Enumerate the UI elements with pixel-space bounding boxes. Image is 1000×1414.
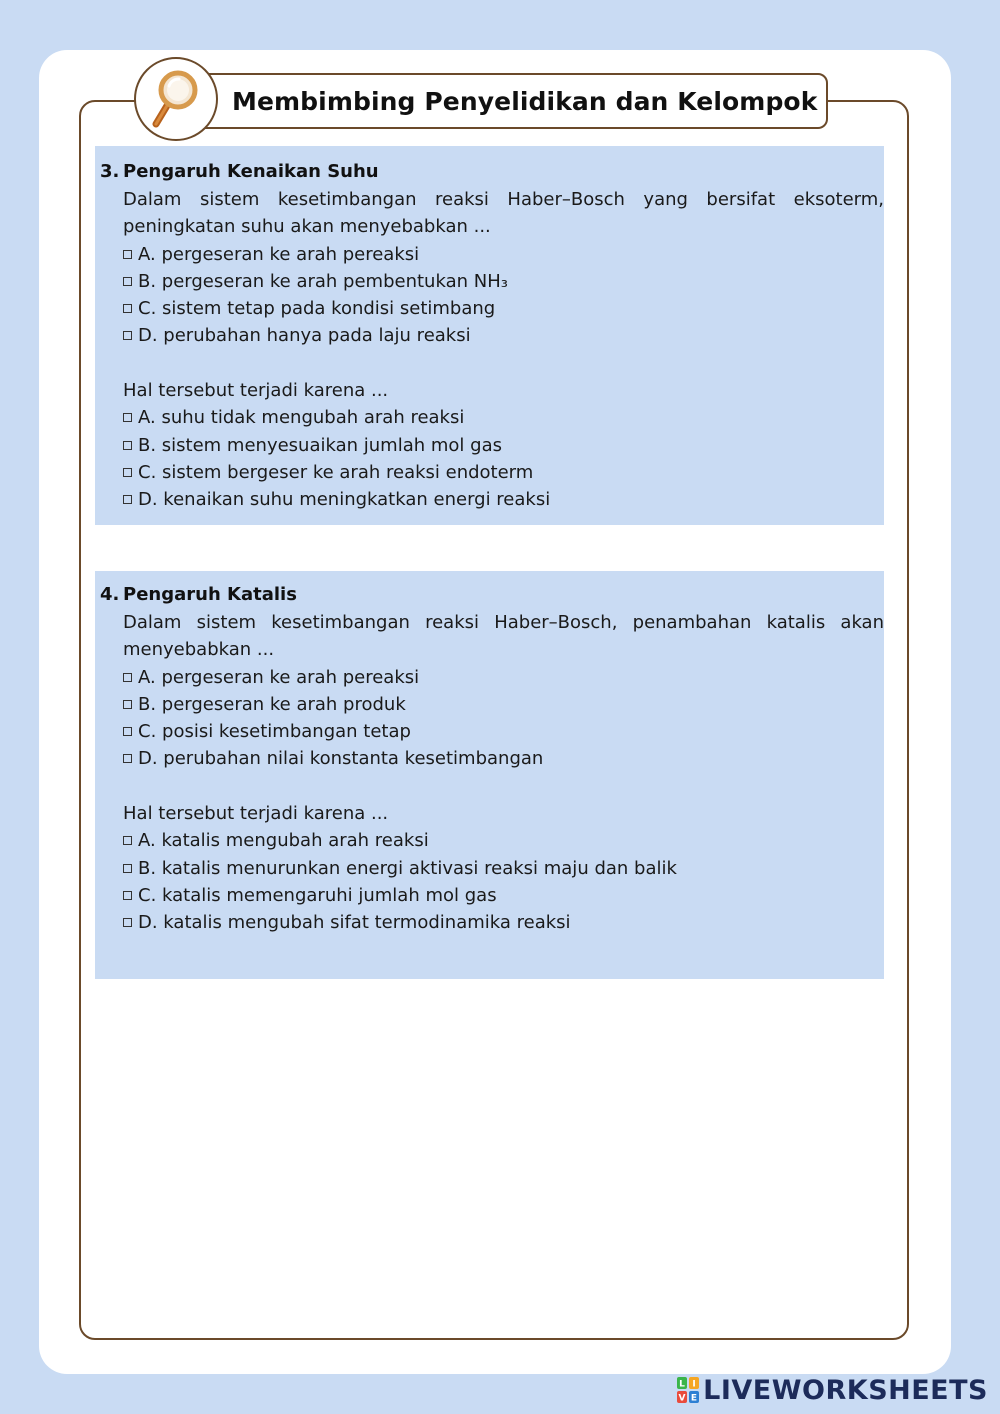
logo-letter: L	[679, 1379, 686, 1390]
question-title: Pengaruh Katalis	[123, 584, 297, 605]
logo-letter: I	[692, 1379, 696, 1390]
checkbox-icon[interactable]	[123, 918, 132, 927]
question-stem: Dalam sistem kesetimbangan reaksi Haber–Bosch yang bersifat eksoterm, peningkatan suhu akan menyebabkan ...	[123, 189, 884, 238]
checkbox-icon[interactable]	[123, 441, 132, 450]
checkbox-icon[interactable]	[123, 754, 132, 763]
magnifier-badge	[134, 57, 218, 141]
checkbox-icon[interactable]	[123, 468, 132, 477]
checkbox-icon[interactable]	[123, 864, 132, 873]
answer-option[interactable]: A. pergeseran ke arah pereaksi	[123, 241, 884, 268]
answer-option[interactable]: C. sistem tetap pada kondisi setimbang	[123, 295, 884, 322]
answer-option[interactable]: B. pergeseran ke arah pembentukan NH₃	[123, 268, 884, 295]
checkbox-icon[interactable]	[123, 331, 132, 340]
magnifier-icon	[148, 68, 204, 130]
live-blocks-icon	[677, 1377, 699, 1403]
question-title: Pengaruh Kenaikan Suhu	[123, 161, 379, 182]
checkbox-icon[interactable]	[123, 277, 132, 286]
checkbox-icon[interactable]	[123, 413, 132, 422]
reason-option[interactable]: D. katalis mengubah sifat termodinamika reaksi	[123, 909, 884, 936]
answer-option[interactable]: D. perubahan nilai konstanta kesetimbangan	[123, 745, 884, 772]
reason-option[interactable]: B. sistem menyesuaikan jumlah mol gas	[123, 432, 884, 459]
reason-option[interactable]: A. katalis mengubah arah reaksi	[123, 827, 884, 854]
reason-option[interactable]: C. sistem bergeser ke arah reaksi endoterm	[123, 459, 884, 486]
logo-letter: E	[691, 1393, 698, 1403]
liveworksheets-logo	[677, 1374, 988, 1406]
question-4-box	[95, 571, 884, 979]
logo-letter: V	[678, 1393, 686, 1403]
checkbox-icon[interactable]	[123, 727, 132, 736]
question-4-heading	[100, 584, 297, 605]
answer-option[interactable]: D. perubahan hanya pada laju reaksi	[123, 322, 884, 349]
reason-option[interactable]: D. kenaikan suhu meningkatkan energi reaksi	[123, 486, 884, 513]
question-number: 3.	[100, 161, 120, 182]
reason-option[interactable]: C. katalis memengaruhi jumlah mol gas	[123, 882, 884, 909]
checkbox-icon[interactable]	[123, 304, 132, 313]
reason-stem: Hal tersebut terjadi karena ...	[123, 803, 389, 825]
checkbox-icon[interactable]	[123, 673, 132, 682]
answer-option[interactable]: A. pergeseran ke arah pereaksi	[123, 664, 884, 691]
answer-option[interactable]: C. posisi kesetimbangan tetap	[123, 718, 884, 745]
question-3-heading	[100, 161, 379, 182]
question-stem: Dalam sistem kesetimbangan reaksi Haber–Bosch, penambahan katalis akan menyebabkan ...	[123, 612, 884, 661]
checkbox-icon[interactable]	[123, 700, 132, 709]
checkbox-icon[interactable]	[123, 495, 132, 504]
answer-option[interactable]: B. pergeseran ke arah produk	[123, 691, 884, 718]
checkbox-icon[interactable]	[123, 891, 132, 900]
brand-name: LIVEWORKSHEETS	[703, 1374, 988, 1406]
question-3-box	[95, 146, 884, 525]
reason-option[interactable]: B. katalis menurunkan energi aktivasi reaksi maju dan balik	[123, 855, 884, 882]
page-title: Membimbing Penyelidikan dan Kelompok	[232, 86, 818, 116]
title-banner	[194, 73, 828, 129]
reason-option[interactable]: A. suhu tidak mengubah arah reaksi	[123, 404, 884, 431]
checkbox-icon[interactable]	[123, 250, 132, 259]
reason-stem: Hal tersebut terjadi karena ...	[123, 380, 389, 402]
question-number: 4.	[100, 584, 120, 605]
checkbox-icon[interactable]	[123, 836, 132, 845]
